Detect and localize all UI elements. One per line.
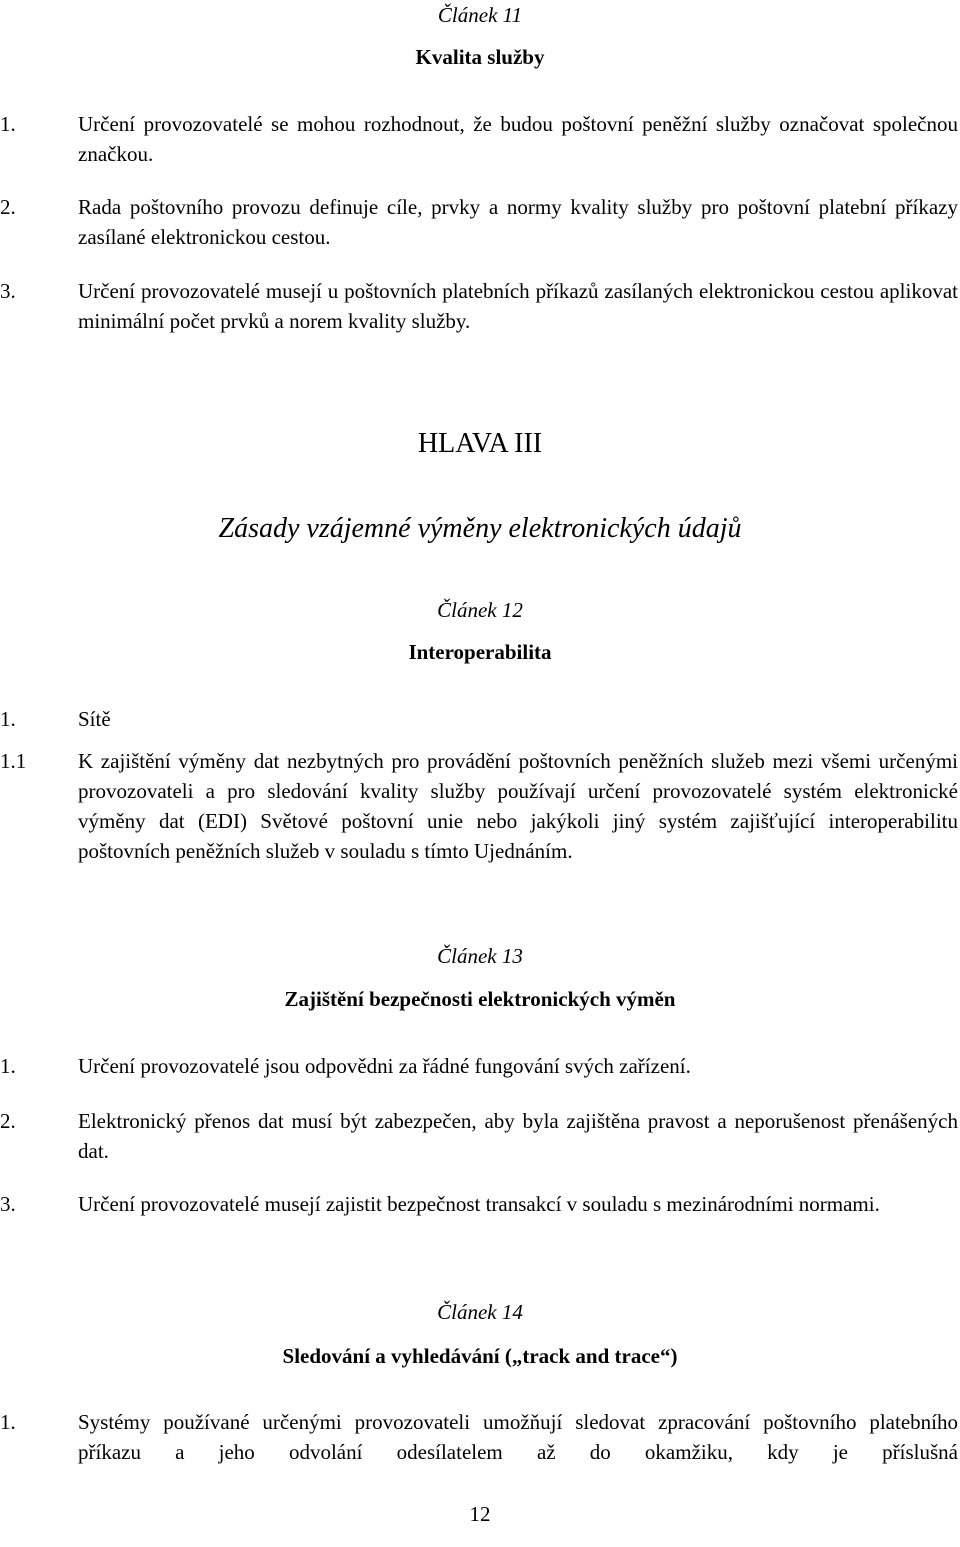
article-12-section xyxy=(0,704,958,734)
item-number: 1. xyxy=(0,1054,16,1078)
article-12-title: Interoperabilita xyxy=(408,640,552,664)
item-number: 1. xyxy=(0,1410,16,1434)
article-13-label: Článek 13 xyxy=(437,944,523,968)
item-number: 3. xyxy=(0,1192,16,1216)
article-11-title: Kvalita služby xyxy=(415,45,545,69)
article-11-item-1 xyxy=(0,109,958,169)
article-14-label: Článek 14 xyxy=(437,1300,523,1324)
section-title: Sítě xyxy=(78,707,111,731)
chapter-title: Zásady vzájemné výměny elektronických údajů xyxy=(218,513,742,544)
article-14-title: Sledování a vyhledávání („track and trace“) xyxy=(282,1344,678,1368)
item-text: Určení provozovatelé se mohou rozhodnout, že budou poštovní peněžní služby označovat společnou značkou. xyxy=(78,112,958,166)
article-11-label: Článek 11 xyxy=(437,3,523,27)
article-13-item-3 xyxy=(0,1189,958,1219)
section-number: 1. xyxy=(0,707,16,731)
item-number: 2. xyxy=(0,1109,16,1133)
item-text: K zajištění výměny dat nezbytných pro provádění poštovních peněžních služeb mezi všemi určenými provozovateli a pro sledování kvality služby používají určení provozovatelé systém elektronické výměny dat (EDI) Světové poštovní unie nebo jakýkoli jiný systém zajišťující interoperabilitu poštovních peněžních služeb v souladu s tímto Ujednáním. xyxy=(78,749,958,863)
page-number: 12 xyxy=(469,1502,491,1526)
item-text: Rada poštovního provozu definuje cíle, prvky a normy kvality služby pro poštovní platební příkazy zasílané elektronickou cestou. xyxy=(78,195,958,249)
item-number: 3. xyxy=(0,279,16,303)
chapter-label: HLAVA III xyxy=(417,428,543,459)
item-number: 1.1 xyxy=(0,749,27,773)
item-number: 2. xyxy=(0,195,16,219)
article-12-label: Článek 12 xyxy=(437,598,523,622)
article-11-item-3 xyxy=(0,276,958,336)
article-14-item-1 xyxy=(0,1407,958,1467)
item-text: Určení provozovatelé musejí u poštovních platebních příkazů zasílaných elektronickou cestou aplikovat minimální počet prvků a norem kvality služby. xyxy=(78,279,958,333)
article-13-item-1 xyxy=(0,1051,958,1081)
item-text: Systémy používané určenými provozovateli umožňují sledovat zpracování poštovního platebního příkazu a jeho odvolání odesílatelem až do okamžiku, kdy je příslušná xyxy=(78,1410,958,1464)
article-12-item-1-1 xyxy=(0,746,958,866)
item-number: 1. xyxy=(0,112,16,136)
item-text: Elektronický přenos dat musí být zabezpečen, aby byla zajištěna pravost a neporušenost přenášených dat. xyxy=(78,1109,958,1163)
item-text: Určení provozovatelé jsou odpovědni za řádné fungování svých zařízení. xyxy=(78,1054,691,1078)
article-13-title: Zajištění bezpečnosti elektronických výměn xyxy=(284,987,676,1011)
item-text: Určení provozovatelé musejí zajistit bezpečnost transakcí v souladu s mezinárodními normami. xyxy=(78,1192,880,1216)
article-11-item-2 xyxy=(0,192,958,252)
article-13-item-2 xyxy=(0,1106,958,1166)
